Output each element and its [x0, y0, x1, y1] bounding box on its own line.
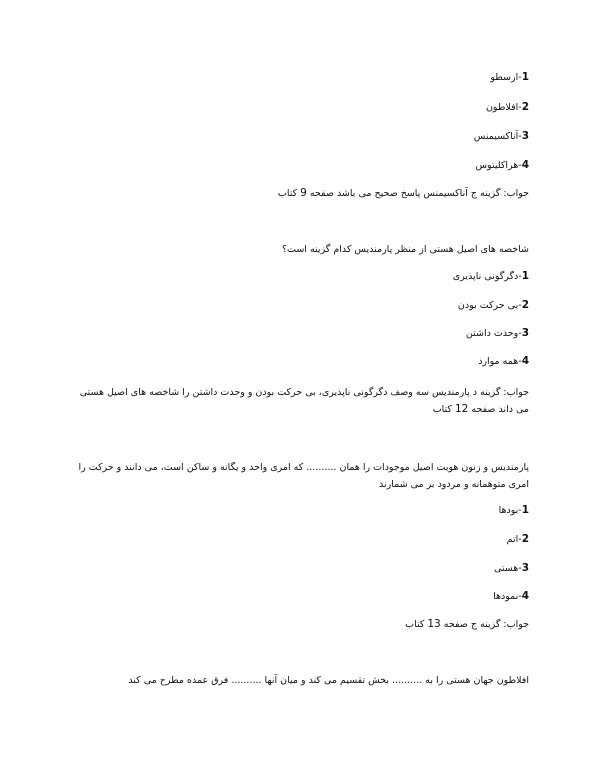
answer-suffix: کتاب: [405, 619, 428, 630]
q1-option-3: [474, 129, 529, 144]
option-text: -بی حرکت بودن: [457, 300, 522, 311]
q2-option-4: [478, 354, 529, 369]
option-text: -افلاطون: [485, 102, 522, 113]
answer-text: جواب: گزینه د پارمندیس سه وصف دگرگونی ناپذیری، بی حرکت بودن و وحدت داشتن را شاخصه های اصیل هستی می داند صفحه: [79, 387, 529, 415]
option-text: -نمودها: [493, 591, 522, 602]
option-number: 2: [521, 533, 529, 545]
q2-option-1: [453, 269, 529, 284]
q4-question: افلاطون جهان هستی را به .......... بخش تقسیم می کند و میان آنها .......... فرق عمده مطرح می کند: [128, 675, 529, 686]
q3-option-1: [499, 503, 529, 518]
option-number: 4: [521, 355, 529, 367]
option-text: -هستی: [493, 563, 522, 574]
q1-answer: [278, 186, 529, 201]
q2-option-2: [458, 298, 529, 313]
answer-suffix: کتاب: [277, 188, 301, 199]
option-text: -همه موارد: [478, 356, 522, 367]
q2-question: شاخصه های اصیل هستی از منظر پارمندیس کدام گزینه است؟: [281, 244, 529, 255]
q2-answer: [70, 384, 529, 418]
q2-option-3: [466, 326, 529, 341]
answer-suffix: کتاب: [432, 404, 455, 415]
option-number: 2: [521, 299, 529, 311]
answer-page-number: 9: [300, 187, 307, 199]
option-number: 1: [521, 270, 529, 282]
option-number: 1: [521, 504, 529, 516]
q3-option-3: [494, 561, 529, 576]
q1-option-4: [475, 158, 529, 173]
q3-option-4: [493, 589, 529, 604]
option-number: 1: [521, 71, 529, 83]
q3-option-2: [507, 532, 529, 547]
option-text: -ارسطو: [490, 72, 522, 83]
option-number: 2: [521, 101, 529, 113]
q3-question: پارمندیس و زنون هویت اصیل موجودات را همان .......... که امری واحد و یگانه و ساکن است، می دانند و حرکت را امری متوهمانه و مردود بر می شمارند: [78, 462, 529, 490]
q1-option-2: [486, 100, 529, 115]
answer-text: جواب: گزینه ج صفحه: [440, 619, 529, 630]
option-number: 4: [521, 159, 529, 171]
answer-text: جواب: گزینه ج آناکسیمنس پاسخ صحیح می باشد صفحه: [306, 188, 529, 199]
q3-answer: [405, 617, 529, 632]
option-text: -آناکسیمنس: [473, 131, 522, 142]
option-text: -دگرگونی ناپذیری: [452, 271, 522, 282]
option-text: -هراکلیتوس: [475, 160, 522, 171]
option-text: -بودها: [498, 505, 522, 516]
option-number: 3: [521, 130, 529, 142]
answer-page-number: 12: [454, 403, 469, 415]
option-number: 3: [521, 327, 529, 339]
option-text: -اتم: [506, 534, 522, 545]
option-text: -وحدت داشتن: [465, 328, 522, 339]
option-number: 3: [521, 562, 529, 574]
q1-option-1: [490, 70, 529, 85]
answer-page-number: 13: [427, 618, 441, 630]
option-number: 4: [521, 590, 529, 602]
